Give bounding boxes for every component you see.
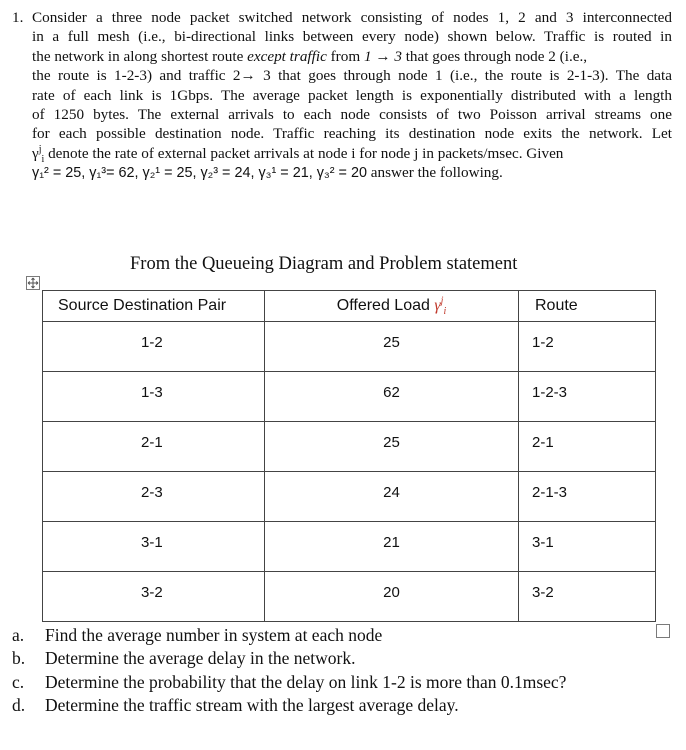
cell-pair: 2-1	[43, 422, 265, 472]
table-row	[43, 422, 656, 472]
cell-route: 3-2	[519, 572, 656, 622]
problem-line-4: the route is 1-2-3) and traffic 2→ 3 that goes through node 1 (i.e., the route is 2-1-3). The data	[32, 67, 672, 85]
problem-line-5: rate of each link is 1Gbps. The average packet length is exponentially distributed with a length	[32, 86, 672, 104]
problem-body	[32, 8, 672, 184]
question-c: c. Determine the probability that the delay on link 1-2 is more than 0.1msec?	[12, 671, 567, 692]
cell-route: 1-2	[519, 322, 656, 372]
table-row	[43, 522, 656, 572]
table-move-handle-icon[interactable]	[26, 276, 40, 290]
gamma-ij-symbol: $\gamma^j_i$	[32, 143, 45, 165]
cell-load: 25	[265, 322, 519, 372]
table-row	[43, 372, 656, 422]
cell-load: 24	[265, 472, 519, 522]
problem-line-8: $\gamma^j_i$ denote the rate of external packet arrivals at node i for node j in packets/msec. Given	[32, 143, 564, 165]
question-list	[12, 624, 566, 717]
problem-number: 1.	[12, 9, 24, 26]
table-caption: From the Queueing Diagram and Problem statement	[130, 254, 518, 274]
emphasis-except-traffic: except traffic	[247, 47, 327, 65]
problem-line-7: for each possible destination node. Traffic reaching its destination node exits the network. Let	[32, 125, 672, 143]
cell-pair: 2-3	[43, 472, 265, 522]
table-row	[43, 472, 656, 522]
question-d: d. Determine the traffic stream with the largest average delay.	[12, 694, 459, 715]
route-1-to-3: 1 → 3	[363, 47, 402, 65]
question-b: b. Determine the average delay in the network.	[12, 648, 356, 669]
cell-pair: 3-1	[43, 522, 265, 572]
routing-table	[42, 290, 656, 622]
problem-line-1: Consider a three node packet switched network consisting of nodes 1, 2 and 3 interconnected	[32, 9, 672, 26]
problem-line-9: γ₁² = 25, γ₁³= 62, γ₂¹ = 25, γ₂³ = 24, γ₃¹ = 21, γ₃² = 20 answer the following.	[32, 164, 503, 182]
cell-pair: 1-2	[43, 322, 265, 372]
given-rates: γ₁² = 25, γ₁³= 62, γ₂¹ = 25, γ₂³ = 24, γ₃¹ = 21, γ₃² = 20	[32, 165, 367, 182]
cell-load: 20	[265, 572, 519, 622]
table-header-row	[43, 291, 656, 322]
problem-statement	[12, 8, 672, 184]
problem-line-2: in a full mesh (i.e., bi-directional links between every node) shown below. Traffic is routed in	[32, 28, 672, 46]
cell-route: 2-1-3	[519, 472, 656, 522]
table-resize-handle[interactable]	[656, 624, 670, 638]
header-route: Route	[519, 291, 656, 322]
problem-line-6: of 1250 bytes. The external arrivals to each node consists of two Poisson arrival streams one	[32, 106, 672, 124]
cell-route: 2-1	[519, 422, 656, 472]
cell-pair: 1-3	[43, 372, 265, 422]
cell-load: 25	[265, 422, 519, 472]
cell-route: 3-1	[519, 522, 656, 572]
cell-load: 21	[265, 522, 519, 572]
cell-load: 62	[265, 372, 519, 422]
cell-pair: 3-2	[43, 572, 265, 622]
gamma-ij-red-symbol: $\gamma^j_i$	[434, 295, 447, 318]
table-row	[43, 322, 656, 372]
question-a: a. Find the average number in system at each node	[12, 625, 383, 645]
table-row	[43, 572, 656, 622]
header-offered-load: Offered Load $\gamma^j_i$	[265, 291, 519, 322]
problem-line-3: the network in along shortest route except traffic from 1 → 3 that goes through node 2 (i.e.,	[32, 47, 588, 65]
cell-route: 1-2-3	[519, 372, 656, 422]
header-source-destination: Source Destination Pair	[43, 291, 265, 322]
